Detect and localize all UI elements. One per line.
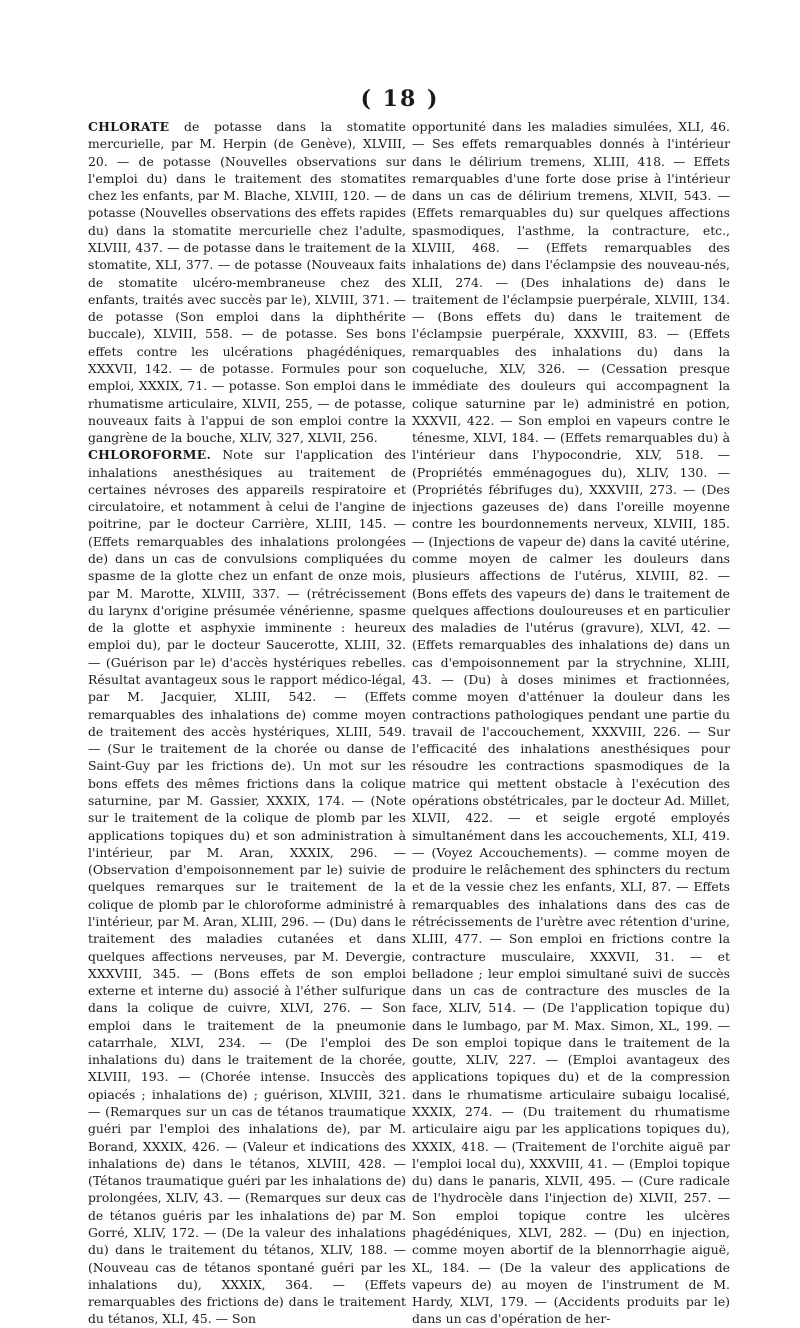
- entry-text: opportunité dans les maladies simulées, XLI, 46. — Ses effets remarquables donnés à l'intérieur dans le délirium tremens, XLIII, 418. — Effets remarquables d'une forte dose prise à l'intérieur dans un cas de délirium tremens, XLVII, 543. — (Effets remarquables du) sur quelques affections spasmodiques, l'asthme, la contracture, etc., XLVIII, 468. — (Effets remarquables des inhalations de) dans l'éclampsie des nouveau-nés, XLII, 274. — (Des inhalations de) dans le traitement de l'éclampsie puerpérale, XLVIII, 134. — (Bons effets du) dans le traitement de l'éclampsie puerpérale, XXXVIII, 83. — (Effets remarquables des inhalations du) dans la coqueluche, XLV, 326. — (Cessation presque immédiate des douleurs qui accompagnent la colique saturnine par le) administré en potion, XXXVII, 422. — Son emploi en vapeurs contre le ténesme, XLVI, 184. — (Effets remarquables du) à l'intérieur dans l'hypocondrie, XLV, 518. — (Propriétés emménagogues du), XLIV, 130. — (Propriétés fébrifuges du), XXXVIII, 273. — (Des injections gazeuses de) dans l'oreille moyenne contre les bourdonnements nerveux, XLVIII, 185. — (Injections de vapeur de) dans la cavité utérine, comme moyen de calmer les douleurs dans plusieurs affections de l'utérus, XLVIII, 82. — (Bons effets des vapeurs de) dans le traitement de quelques affections douloureuses et en particulier des maladies de l'utérus (gravure), XLVI, 42. — (Effets remarquables des inhalations de) dans un cas d'empoisonnement par la strychnine, XLIII, 43. — (Du) à doses minimes et fractionnées, comme moyen d'atténuer la douleur dans les contractions pathologiques pendant une partie du travail de l'accouchement, XXXVIII, 226. — Sur l'efficacité des inhalations anesthésiques pour résoudre les contractions spasmodiques de la matrice qui mettent obstacle à l'exécution des opérations obstétricales, par le docteur Ad. Millet, XLVII, 422. — et seigle ergoté employés simultanément dans les accouchements, XLI, 419. — (Voyez Accouchements). — comme moyen de produire le relâchement des sphincters du rectum et de la vessie chez les enfants, XLI, 87. — Effets remarquables des inhalations dans des cas de rétrécissements de l'urètre avec rétention d'urine, XLIII, 477. — Son emploi en frictions contre la contracture musculaire, XXXVII, 31. — et belladone ; leur emploi simultané suivi de succès dans un cas de contracture des muscles de la face, XLIV, 514. — (De l'application topique du) dans le lumbago, par M. Max. Simon, XL, 199. — De son emploi topique dans le traitement de la goutte, XLIV, 227. — (Emploi avantageux des applications topiques du) et de la compression dans le rhumatisme articulaire subaigu localisé, XXXIX, 274. — (Du traitement du rhumatisme articulaire aigu par les applications topiques du), XXXIX, 418. — (Traitement de l'orchite aiguë par l'emploi local du), XXXVIII, 41. — (Emploi topique du) dans le panaris, XLVII, 495. — (Cure radicale de l'hydrocèle dans l'injection de) XLVII, 257. — Son emploi topique contre les ulcères phagédéniques, XLVI, 282. — (Du) en injection, comme moyen abortif de la blennorrhagie aiguë, XL, 184. — (De la valeur des applications de vapeurs de) au moyen de l'instrument de M. Hardy, XLVI, 179. — (Accidents produits par le) dans un cas d'opération de her-: [412, 119, 730, 1327]
- left-column: [88, 118, 406, 1328]
- entry-text: de potasse dans la stomatite mercurielle, par M. Herpin (de Genève), XLVIII, 20. — de potasse (Nouvelles observations sur l'emploi du) dans le traitement des stomatites chez les enfants, par M. Blache, XLVIII, 120. — de potasse (Nouvelles observations des effets rapides du) dans la stomatite mercurielle chez l'adulte, XLVIII, 437. — de potasse dans le traitement de la stomatite, XLI, 377. — de potasse (Nouveaux faits de stomatite ulcéro-membraneuse chez des enfants, traités avec succès par le), XLVIII, 371. — de potasse (Son emploi dans la diphthérite buccale), XLVIII, 558. — de potasse. Ses bons effets contre les ulcérations phagédéniques, XXXVII, 142. — de potasse. Formules pour son emploi, XXXIX, 71. — potasse. Son emploi dans le rhumatisme articulaire, XLVII, 255, — de potasse, nouveaux faits à l'appui de son emploi contre la gangrène de la bouche, XLIV, 327, XLVII, 256.: [88, 119, 406, 446]
- right-column: [412, 118, 730, 1328]
- entry-heading: CHLOROFORME.: [88, 447, 212, 463]
- index-entry: [412, 118, 730, 1328]
- entry-text: Note sur l'application des inhalations anesthésiques au traitement de certaines névroses des appareils respiratoire et circulatoire, et notamment à celui de l'angine de poitrine, par le docteur Carrière, XLIII, 145. — (Effets remarquables des inhalations prolongées de) dans un cas de convulsions compliquées du spasme de la glotte chez un enfant de onze mois, par M. Marotte, XLVIII, 337. — (rétrécissement du larynx d'origine présumée vénérienne, spasme de la glotte et asphyxie imminente : heureux emploi du), par le docteur Saucerotte, XLIII, 32. — (Guérison par le) d'accès hystériques rebelles. Résultat avantageux sous le rapport médico-légal, par M. Jacquier, XLIII, 542. — (Effets remarquables des inhalations de) comme moyen de traitement des accès hystériques, XLIII, 549. — (Sur le traitement de la chorée ou danse de Saint-Guy par les frictions de). Un mot sur les bons effets des mêmes frictions dans la colique saturnine, par M. Gassier, XXXIX, 174. — (Note sur le traitement de la colique de plomb par les applications topiques du) et son administration à l'intérieur, par M. Aran, XXXIX, 296. — (Observation d'empoisonnement par le) suivie de quelques remarques sur le traitement de la colique de plomb par le chloroforme administré à l'intérieur, par M. Aran, XLIII, 296. — (Du) dans le traitement des maladies cutanées et dans quelques affections nerveuses, par M. Devergie, XXXVIII, 345. — (Bons effets de son emploi externe et interne du) associé à l'éther sulfurique dans la colique de cuivre, XLVI, 276. — Son emploi dans le traitement de la pneumonie catarrhale, XLVI, 234. — (De l'emploi des inhalations du) dans le traitement de la chorée, XLVIII, 193. — (Chorée intense. Insuccès des opiacés ; inhalations de) ; guérison, XLVIII, 321. — (Remarques sur un cas de tétanos traumatique guéri par l'emploi des inhalations de), par M. Borand, XXXIX, 426. — (Valeur et indications des inhalations de) dans le tétanos, XLVIII, 428. — (Tétanos traumatique guéri par les inhalations de) prolongées, XLIV, 43. — (Remarques sur deux cas de tétanos guéris par les inhalations de) par M. Gorré, XLIV, 172. — (De la valeur des inhalations du) dans le traitement du tétanos, XLIV, 188. — (Nouveau cas de tétanos spontané guéri par les inhalations du), XXXIX, 364. — (Effets remarquables des frictions de) dans le traitement du tétanos, XLI, 45. — Son: [88, 447, 406, 1327]
- page-number: ( 18 ): [360, 86, 440, 112]
- entry-heading: CHLORATE: [88, 119, 170, 134]
- index-entry: [88, 118, 406, 446]
- index-entry: [88, 446, 406, 1327]
